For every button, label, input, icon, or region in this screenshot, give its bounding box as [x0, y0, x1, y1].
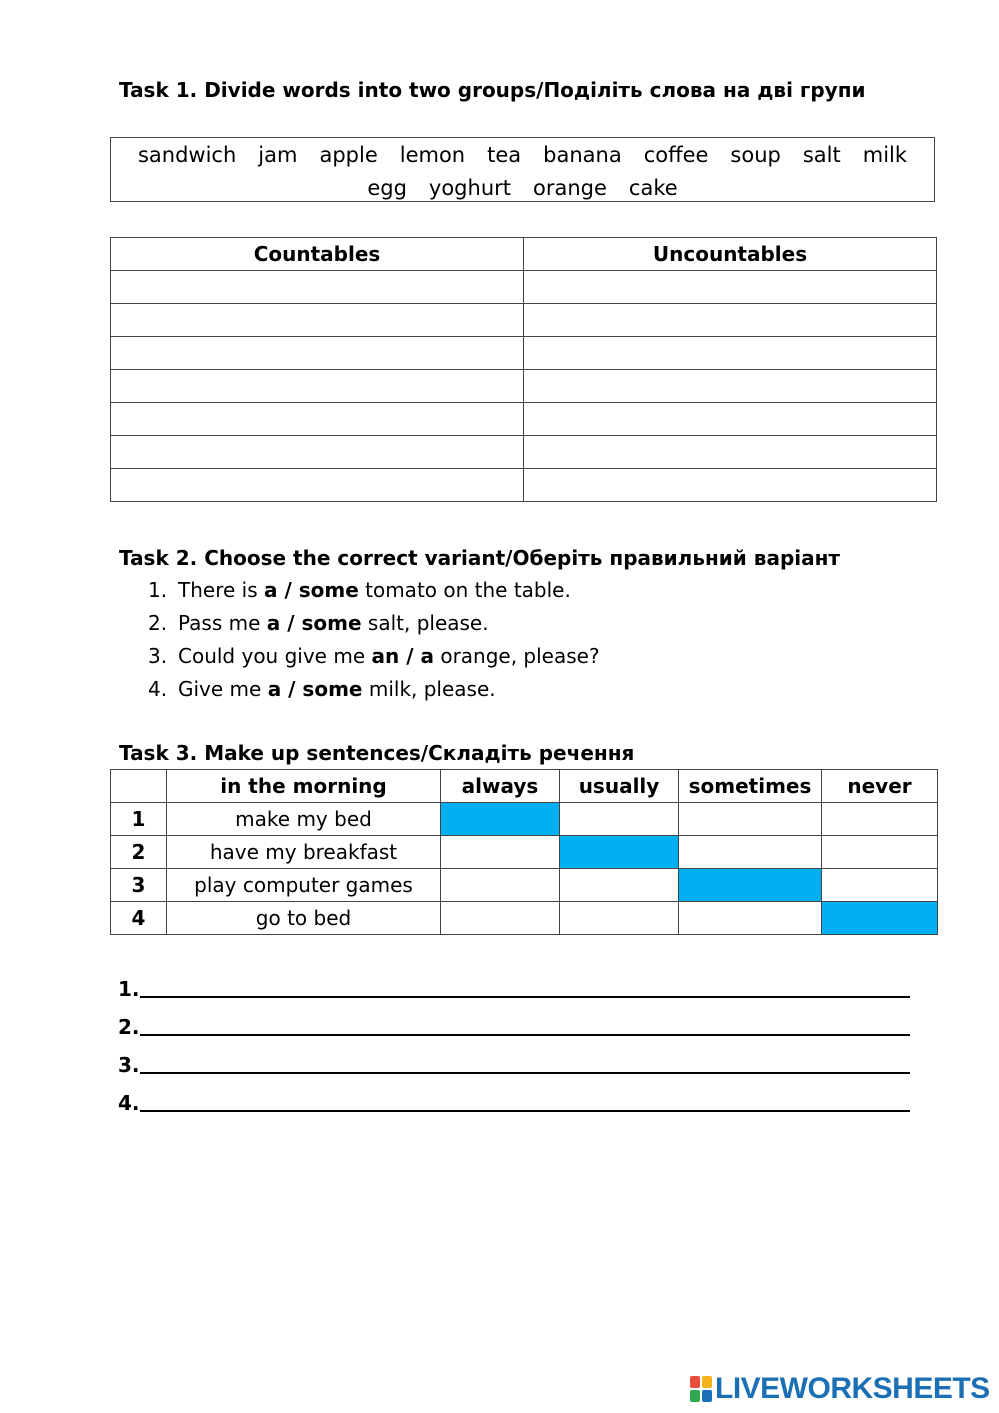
word-bank-word[interactable]: cake — [628, 176, 678, 200]
frequency-cell-sometimes — [679, 803, 822, 836]
word-bank-word[interactable]: tea — [487, 143, 522, 167]
countable-cell[interactable] — [111, 403, 524, 436]
task3-heading: Task 3. Make up sentences/Складіть речення — [119, 741, 635, 765]
frequency-header: always — [441, 770, 560, 803]
list-item — [148, 673, 600, 706]
word-bank-word[interactable]: soup — [730, 143, 781, 167]
answer-rule — [140, 1110, 910, 1112]
answer-line-1[interactable] — [118, 970, 910, 1000]
item-number: 1. — [148, 578, 168, 602]
word-bank-box — [110, 137, 935, 202]
word-bank-word[interactable]: sandwich — [137, 143, 237, 167]
corner-header — [111, 770, 167, 803]
answer-number: 3. — [118, 1053, 140, 1077]
countable-cell[interactable] — [111, 436, 524, 469]
frequency-table — [110, 769, 938, 935]
answer-rule — [140, 1034, 910, 1036]
logo-text: LIVEWORKSHEETS — [715, 1372, 990, 1405]
frequency-cell-never — [822, 803, 938, 836]
list-item — [148, 607, 600, 640]
logo-mark-square — [702, 1376, 712, 1388]
item-text-before: Could you give me — [178, 644, 372, 668]
item-text-after: salt, please. — [361, 611, 489, 635]
task1-heading: Task 1. Divide words into two groups/Поділіть слова на дві групи — [119, 78, 866, 102]
word-bank-word[interactable]: salt — [802, 143, 841, 167]
activity-cell: go to bed — [167, 902, 441, 935]
logo-mark-square — [690, 1376, 700, 1388]
frequency-cell-usually — [560, 869, 679, 902]
activity-cell: make my bed — [167, 803, 441, 836]
countable-cell[interactable] — [111, 271, 524, 304]
activity-cell: have my breakfast — [167, 836, 441, 869]
item-text-before: Pass me — [178, 611, 267, 635]
frequency-cell-always — [441, 836, 560, 869]
word-bank-word[interactable]: orange — [533, 176, 607, 200]
row-number: 2 — [111, 836, 167, 869]
countables-table — [110, 237, 937, 502]
frequency-cell-sometimes — [679, 869, 822, 902]
item-choice[interactable]: a / some — [263, 578, 359, 602]
logo-mark-square — [702, 1390, 712, 1402]
uncountable-cell[interactable] — [524, 370, 937, 403]
frequency-cell-sometimes — [679, 836, 822, 869]
table-row — [111, 803, 938, 836]
table-row — [111, 469, 937, 502]
answer-rule — [140, 996, 910, 998]
frequency-cell-sometimes — [679, 902, 822, 935]
item-choice[interactable]: a / some — [267, 677, 363, 701]
item-choice[interactable]: an / a — [371, 644, 434, 668]
activity-cell: play computer games — [167, 869, 441, 902]
answer-number: 1. — [118, 977, 140, 1001]
item-number: 4. — [148, 677, 168, 701]
frequency-cell-never — [822, 902, 938, 935]
answer-line-2[interactable] — [118, 1008, 910, 1038]
list-item — [148, 640, 600, 673]
item-number: 3. — [148, 644, 168, 668]
frequency-header: in the morning — [167, 770, 441, 803]
item-number: 2. — [148, 611, 168, 635]
answer-number: 2. — [118, 1015, 140, 1039]
word-bank-word[interactable]: egg — [367, 176, 407, 200]
word-bank-word[interactable]: coffee — [643, 143, 709, 167]
word-bank-word[interactable]: lemon — [399, 143, 466, 167]
item-text-after: tomato on the table. — [358, 578, 571, 602]
table-row — [111, 869, 938, 902]
table-row — [111, 902, 938, 935]
uncountable-cell[interactable] — [524, 403, 937, 436]
uncountable-cell[interactable] — [524, 436, 937, 469]
item-text-before: There is — [178, 578, 264, 602]
table-row — [111, 370, 937, 403]
frequency-header: sometimes — [679, 770, 822, 803]
countable-cell[interactable] — [111, 337, 524, 370]
frequency-cell-usually — [560, 836, 679, 869]
table-row — [111, 436, 937, 469]
table-row — [111, 337, 937, 370]
frequency-cell-never — [822, 836, 938, 869]
frequency-cell-usually — [560, 902, 679, 935]
item-choice[interactable]: a / some — [266, 611, 362, 635]
table-row — [111, 271, 937, 304]
frequency-header: usually — [560, 770, 679, 803]
item-text-before: Give me — [178, 677, 268, 701]
row-number: 3 — [111, 869, 167, 902]
answer-number: 4. — [118, 1091, 140, 1115]
uncountable-cell[interactable] — [524, 337, 937, 370]
word-bank-word[interactable]: jam — [258, 143, 298, 167]
uncountable-cell[interactable] — [524, 304, 937, 337]
word-bank-word[interactable]: apple — [319, 143, 378, 167]
answer-rule — [140, 1072, 910, 1074]
frequency-header: never — [822, 770, 938, 803]
countable-cell[interactable] — [111, 304, 524, 337]
uncountable-cell[interactable] — [524, 469, 937, 502]
table-row — [111, 836, 938, 869]
liveworksheets-logo — [690, 1372, 990, 1406]
countables-header: Countables — [111, 238, 524, 271]
word-bank-line — [111, 172, 934, 205]
uncountables-header: Uncountables — [524, 238, 937, 271]
uncountable-cell[interactable] — [524, 271, 937, 304]
word-bank-word[interactable]: banana — [543, 143, 622, 167]
item-text-after: orange, please? — [433, 644, 600, 668]
frequency-cell-always — [441, 803, 560, 836]
table-row — [111, 304, 937, 337]
frequency-cell-usually — [560, 803, 679, 836]
list-item — [148, 574, 600, 607]
answer-line-4[interactable] — [118, 1084, 910, 1114]
word-bank-word[interactable]: yoghurt — [428, 176, 511, 200]
word-bank-line — [111, 139, 934, 172]
countable-cell[interactable] — [111, 469, 524, 502]
table-row — [111, 403, 937, 436]
row-number: 1 — [111, 803, 167, 836]
frequency-cell-always — [441, 902, 560, 935]
liveworksheets-mark-icon — [690, 1376, 712, 1402]
item-text-after: milk, please. — [362, 677, 496, 701]
frequency-cell-always — [441, 869, 560, 902]
task2-heading: Task 2. Choose the correct variant/Оберіть правильний варіант — [119, 546, 841, 570]
row-number: 4 — [111, 902, 167, 935]
frequency-cell-never — [822, 869, 938, 902]
logo-mark-square — [690, 1390, 700, 1402]
variant-list — [148, 574, 600, 706]
answer-line-3[interactable] — [118, 1046, 910, 1076]
countable-cell[interactable] — [111, 370, 524, 403]
word-bank-word[interactable]: milk — [862, 143, 908, 167]
